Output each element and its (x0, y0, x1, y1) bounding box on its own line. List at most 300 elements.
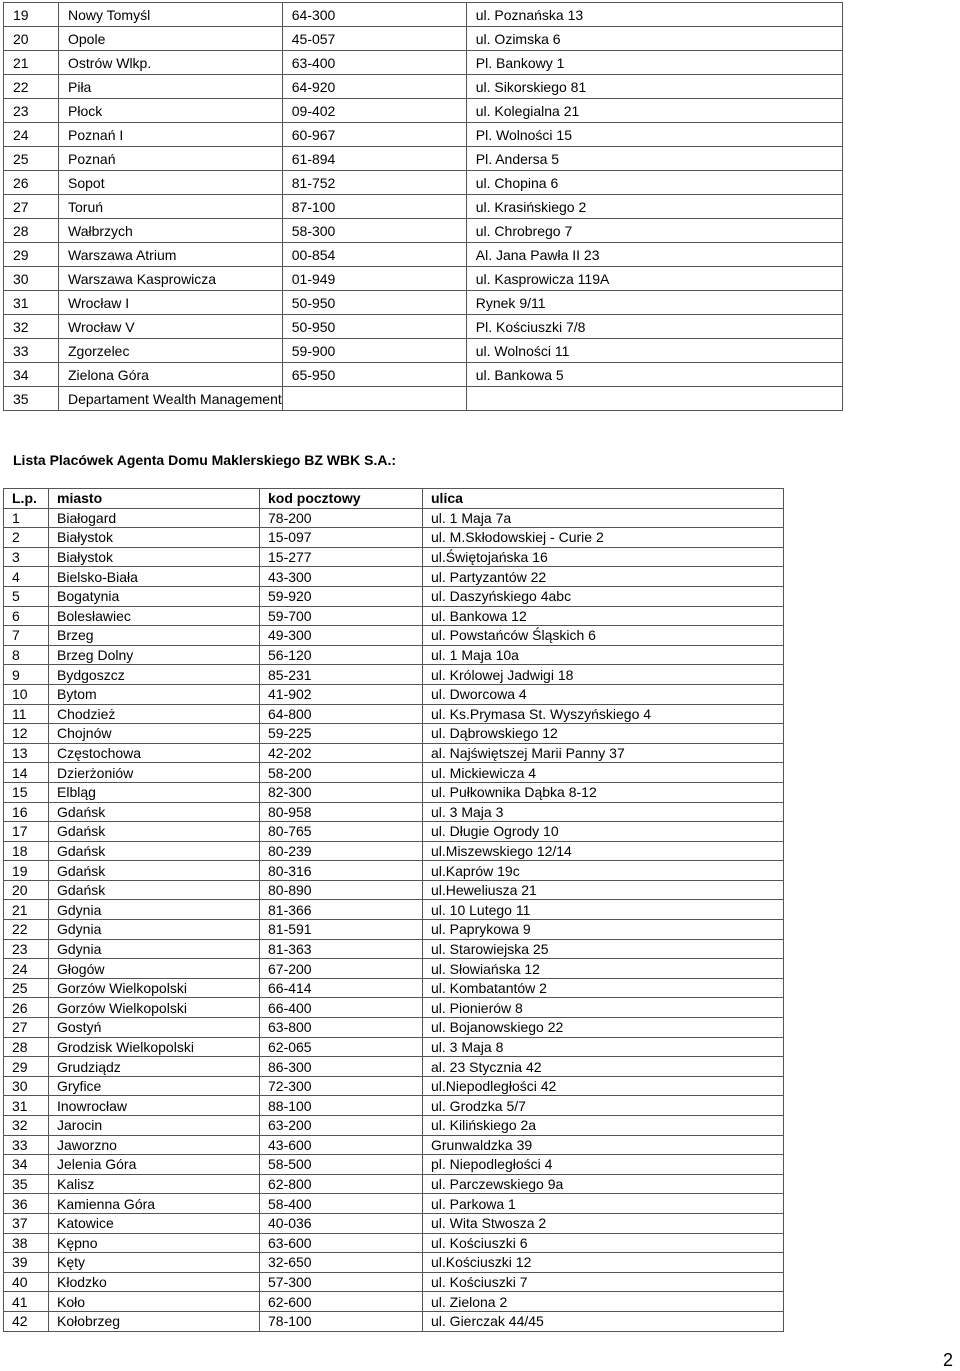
table-row (4, 267, 843, 291)
cell-postal-code: 41-902 (260, 684, 423, 704)
cell-number: 6 (4, 606, 49, 626)
cell-city: Nowy Tomyśl (59, 3, 283, 27)
cell-address: ul.Świętojańska 16 (423, 547, 784, 567)
cell-address: ul. Dworcowa 4 (423, 684, 784, 704)
cell-postal-code: 57-300 (260, 1272, 423, 1292)
cell-address: ul.Heweliusza 21 (423, 880, 784, 900)
cell-city: Kęty (49, 1253, 260, 1273)
cell-number: 21 (4, 51, 59, 75)
cell-number: 42 (4, 1311, 49, 1331)
table-row (4, 841, 784, 861)
cell-number: 13 (4, 743, 49, 763)
cell-postal-code: 78-200 (260, 508, 423, 528)
cell-city: Gdańsk (49, 880, 260, 900)
cell-number: 3 (4, 547, 49, 567)
cell-city: Kłodzko (49, 1272, 260, 1292)
table-row (4, 1076, 784, 1096)
cell-postal-code: 88-100 (260, 1096, 423, 1116)
cell-postal-code: 80-765 (260, 822, 423, 842)
cell-number: 39 (4, 1253, 49, 1273)
cell-postal-code: 63-800 (260, 1018, 423, 1038)
cell-number: 20 (4, 27, 59, 51)
cell-postal-code: 63-600 (260, 1233, 423, 1253)
table-row (4, 243, 843, 267)
cell-address: ul. Długie Ogrody 10 (423, 822, 784, 842)
cell-postal-code: 40-036 (260, 1213, 423, 1233)
cell-city: Katowice (49, 1213, 260, 1233)
cell-address: ul. Królowej Jadwigi 18 (423, 665, 784, 685)
header-lp: L.p. (4, 489, 49, 509)
cell-city: Zgorzelec (59, 339, 283, 363)
cell-postal-code: 59-225 (260, 724, 423, 744)
table-row (4, 547, 784, 567)
cell-city: Jelenia Góra (49, 1155, 260, 1175)
cell-postal-code: 86-300 (260, 1057, 423, 1077)
table-row (4, 861, 784, 881)
cell-number: 38 (4, 1233, 49, 1253)
cell-city: Warszawa Kasprowicza (59, 267, 283, 291)
cell-city: Bolesławiec (49, 606, 260, 626)
cell-postal-code: 82-300 (260, 782, 423, 802)
cell-city: Gryfice (49, 1076, 260, 1096)
cell-city: Kołobrzeg (49, 1311, 260, 1331)
cell-postal-code: 09-402 (282, 99, 466, 123)
cell-postal-code: 80-239 (260, 841, 423, 861)
table-row (4, 684, 784, 704)
cell-postal-code: 80-958 (260, 802, 423, 822)
cell-address: ul. Mickiewicza 4 (423, 763, 784, 783)
cell-number: 37 (4, 1213, 49, 1233)
cell-address: ul. Ks.Prymasa St. Wyszyńskiego 4 (423, 704, 784, 724)
cell-address: Pl. Wolności 15 (466, 123, 842, 147)
cell-address: ul. Grodzka 5/7 (423, 1096, 784, 1116)
table-row (4, 147, 843, 171)
cell-postal-code: 62-800 (260, 1174, 423, 1194)
cell-city: Gostyń (49, 1018, 260, 1038)
table-row (4, 626, 784, 646)
cell-city: Warszawa Atrium (59, 243, 283, 267)
table-row (4, 508, 784, 528)
cell-postal-code: 85-231 (260, 665, 423, 685)
cell-number: 26 (4, 171, 59, 195)
table-header-row (4, 489, 784, 509)
cell-number: 41 (4, 1292, 49, 1312)
cell-postal-code: 58-300 (282, 219, 466, 243)
cell-address: al. Najświętszej Marii Panny 37 (423, 743, 784, 763)
cell-postal-code: 62-600 (260, 1292, 423, 1312)
cell-number: 12 (4, 724, 49, 744)
cell-city: Gorzów Wielkopolski (49, 978, 260, 998)
cell-city: Ostrów Wlkp. (59, 51, 283, 75)
cell-postal-code: 58-200 (260, 763, 423, 783)
cell-city: Grudziądz (49, 1057, 260, 1077)
cell-address: ul. Ozimska 6 (466, 27, 842, 51)
cell-number: 20 (4, 880, 49, 900)
cell-number: 28 (4, 1037, 49, 1057)
cell-address: Grunwaldzka 39 (423, 1135, 784, 1155)
table-row (4, 743, 784, 763)
cell-number: 34 (4, 363, 59, 387)
cell-address: ul. Wita Stwosza 2 (423, 1213, 784, 1233)
cell-address: ul.Kaprów 19c (423, 861, 784, 881)
cell-number: 18 (4, 841, 49, 861)
cell-city: Gdańsk (49, 861, 260, 881)
cell-number: 16 (4, 802, 49, 822)
cell-city: Płock (59, 99, 283, 123)
cell-city: Opole (59, 27, 283, 51)
cell-address: ul. Daszyńskiego 4abc (423, 586, 784, 606)
cell-address: ul. Zielona 2 (423, 1292, 784, 1312)
table-row (4, 1194, 784, 1214)
table-row (4, 1018, 784, 1038)
cell-postal-code: 72-300 (260, 1076, 423, 1096)
cell-city: Gdańsk (49, 822, 260, 842)
cell-number: 4 (4, 567, 49, 587)
table-row (4, 567, 784, 587)
table-row (4, 586, 784, 606)
cell-postal-code: 15-277 (260, 547, 423, 567)
cell-postal-code: 61-894 (282, 147, 466, 171)
cell-postal-code: 42-202 (260, 743, 423, 763)
cell-address: ul. Parczewskiego 9a (423, 1174, 784, 1194)
table-row (4, 291, 843, 315)
cell-address: ul. 10 Lutego 11 (423, 900, 784, 920)
cell-address: Pl. Bankowy 1 (466, 51, 842, 75)
cell-number: 30 (4, 267, 59, 291)
cell-number: 25 (4, 147, 59, 171)
cell-number: 23 (4, 939, 49, 959)
cell-postal-code: 64-300 (282, 3, 466, 27)
cell-number: 24 (4, 959, 49, 979)
table-row (4, 900, 784, 920)
cell-city: Gdynia (49, 900, 260, 920)
cell-city: Toruń (59, 195, 283, 219)
table-row (4, 1057, 784, 1077)
cell-city: Elbląg (49, 782, 260, 802)
cell-number: 8 (4, 645, 49, 665)
cell-postal-code (282, 387, 466, 411)
cell-city: Gdynia (49, 939, 260, 959)
table-row (4, 75, 843, 99)
cell-city: Poznań I (59, 123, 283, 147)
cell-postal-code: 59-700 (260, 606, 423, 626)
cell-number: 32 (4, 1116, 49, 1136)
table-row (4, 339, 843, 363)
cell-postal-code: 56-120 (260, 645, 423, 665)
cell-postal-code: 59-900 (282, 339, 466, 363)
table-row (4, 939, 784, 959)
agent-offices-table (3, 488, 784, 1332)
cell-address: ul. Starowiejska 25 (423, 939, 784, 959)
cell-address: ul. Bojanowskiego 22 (423, 1018, 784, 1038)
cell-address: ul.Niepodległości 42 (423, 1076, 784, 1096)
cell-address: ul. Kolegialna 21 (466, 99, 842, 123)
cell-city: Grodzisk Wielkopolski (49, 1037, 260, 1057)
cell-postal-code: 65-950 (282, 363, 466, 387)
cell-postal-code: 81-591 (260, 920, 423, 940)
cell-postal-code: 00-854 (282, 243, 466, 267)
cell-address: ul. Partyzantów 22 (423, 567, 784, 587)
cell-postal-code: 15-097 (260, 528, 423, 548)
cell-address: ul. Chopina 6 (466, 171, 842, 195)
cell-city: Jarocin (49, 1116, 260, 1136)
table-row (4, 51, 843, 75)
cell-postal-code: 01-949 (282, 267, 466, 291)
cell-city: Bydgoszcz (49, 665, 260, 685)
table-row (4, 1116, 784, 1136)
cell-address: ul. Wolności 11 (466, 339, 842, 363)
cell-number: 31 (4, 291, 59, 315)
cell-address: ul. Pionierów 8 (423, 998, 784, 1018)
cell-address: ul. Kasprowicza 119A (466, 267, 842, 291)
cell-number: 36 (4, 1194, 49, 1214)
page-number: 2 (943, 1350, 954, 1370)
cell-number: 33 (4, 339, 59, 363)
table-row (4, 1272, 784, 1292)
table-row (4, 920, 784, 940)
branches-table (3, 2, 843, 411)
cell-city: Głogów (49, 959, 260, 979)
cell-city: Wrocław V (59, 315, 283, 339)
table-row (4, 978, 784, 998)
cell-address: ul. Kombatantów 2 (423, 978, 784, 998)
cell-city: Inowrocław (49, 1096, 260, 1116)
cell-postal-code: 63-200 (260, 1116, 423, 1136)
cell-address: Al. Jana Pawła II 23 (466, 243, 842, 267)
cell-number: 40 (4, 1272, 49, 1292)
table-row (4, 123, 843, 147)
cell-number: 24 (4, 123, 59, 147)
table-row (4, 998, 784, 1018)
cell-city: Koło (49, 1292, 260, 1312)
table-row (4, 315, 843, 339)
table-row (4, 363, 843, 387)
cell-number: 27 (4, 1018, 49, 1038)
table-row (4, 171, 843, 195)
cell-postal-code: 43-600 (260, 1135, 423, 1155)
cell-city: Białystok (49, 547, 260, 567)
cell-city: Sopot (59, 171, 283, 195)
cell-address: Rynek 9/11 (466, 291, 842, 315)
table-row (4, 704, 784, 724)
cell-postal-code: 49-300 (260, 626, 423, 646)
table-row (4, 1253, 784, 1273)
cell-number: 22 (4, 920, 49, 940)
table-row (4, 1155, 784, 1175)
cell-number: 32 (4, 315, 59, 339)
table-row (4, 3, 843, 27)
table-row (4, 645, 784, 665)
cell-postal-code: 66-414 (260, 978, 423, 998)
cell-address: ul. Paprykowa 9 (423, 920, 784, 940)
cell-city: Bogatynia (49, 586, 260, 606)
table-row (4, 959, 784, 979)
cell-number: 9 (4, 665, 49, 685)
header-postal-code: kod pocztowy (260, 489, 423, 509)
cell-number: 7 (4, 626, 49, 646)
cell-address: ul. 1 Maja 7a (423, 508, 784, 528)
cell-city: Jaworzno (49, 1135, 260, 1155)
table-row (4, 1135, 784, 1155)
cell-postal-code: 58-400 (260, 1194, 423, 1214)
cell-address: ul. Kościuszki 7 (423, 1272, 784, 1292)
cell-city: Kępno (49, 1233, 260, 1253)
cell-address: Pl. Kościuszki 7/8 (466, 315, 842, 339)
cell-city: Kalisz (49, 1174, 260, 1194)
cell-address: ul. Krasińskiego 2 (466, 195, 842, 219)
cell-city: Częstochowa (49, 743, 260, 763)
cell-postal-code: 50-950 (282, 291, 466, 315)
table-row (4, 822, 784, 842)
cell-number: 10 (4, 684, 49, 704)
cell-number: 35 (4, 387, 59, 411)
table-row (4, 1292, 784, 1312)
cell-number: 30 (4, 1076, 49, 1096)
cell-address (466, 387, 842, 411)
agent-list-heading: Lista Placówek Agenta Domu Maklerskiego BZ WBK S.A.: (13, 452, 397, 468)
cell-postal-code: 67-200 (260, 959, 423, 979)
table-row (4, 802, 784, 822)
cell-number: 19 (4, 3, 59, 27)
cell-postal-code: 64-800 (260, 704, 423, 724)
table-row (4, 219, 843, 243)
cell-number: 23 (4, 99, 59, 123)
cell-number: 22 (4, 75, 59, 99)
cell-address: ul. Bankowa 5 (466, 363, 842, 387)
cell-postal-code: 81-752 (282, 171, 466, 195)
cell-city: Wałbrzych (59, 219, 283, 243)
cell-city: Departament Wealth Management (59, 387, 283, 411)
cell-address: ul. M.Skłodowskiej - Curie 2 (423, 528, 784, 548)
table-row (4, 1213, 784, 1233)
cell-postal-code: 45-057 (282, 27, 466, 51)
cell-postal-code: 81-363 (260, 939, 423, 959)
table-row (4, 763, 784, 783)
cell-city: Gdańsk (49, 841, 260, 861)
cell-number: 33 (4, 1135, 49, 1155)
cell-postal-code: 59-920 (260, 586, 423, 606)
cell-city: Chodzież (49, 704, 260, 724)
cell-address: ul. 3 Maja 3 (423, 802, 784, 822)
cell-city: Kamienna Góra (49, 1194, 260, 1214)
cell-postal-code: 60-967 (282, 123, 466, 147)
table-row (4, 606, 784, 626)
cell-postal-code: 81-366 (260, 900, 423, 920)
cell-postal-code: 62-065 (260, 1037, 423, 1057)
cell-address: Pl. Andersa 5 (466, 147, 842, 171)
cell-postal-code: 32-650 (260, 1253, 423, 1273)
cell-city: Bytom (49, 684, 260, 704)
cell-city: Gdańsk (49, 802, 260, 822)
cell-address: ul. Gierczak 44/45 (423, 1311, 784, 1331)
cell-postal-code: 80-316 (260, 861, 423, 881)
cell-city: Brzeg (49, 626, 260, 646)
cell-city: Piła (59, 75, 283, 99)
cell-number: 19 (4, 861, 49, 881)
cell-address: ul. Powstańców Śląskich 6 (423, 626, 784, 646)
cell-number: 21 (4, 900, 49, 920)
cell-address: ul. Poznańska 13 (466, 3, 842, 27)
cell-city: Gdynia (49, 920, 260, 940)
cell-number: 1 (4, 508, 49, 528)
table-row (4, 1233, 784, 1253)
cell-number: 17 (4, 822, 49, 842)
table-row (4, 724, 784, 744)
table-row (4, 27, 843, 51)
table-row (4, 195, 843, 219)
cell-city: Białogard (49, 508, 260, 528)
cell-postal-code: 43-300 (260, 567, 423, 587)
cell-address: ul. Słowiańska 12 (423, 959, 784, 979)
cell-number: 27 (4, 195, 59, 219)
cell-address: al. 23 Stycznia 42 (423, 1057, 784, 1077)
cell-address: ul. Bankowa 12 (423, 606, 784, 626)
cell-address: ul. Dąbrowskiego 12 (423, 724, 784, 744)
cell-number: 14 (4, 763, 49, 783)
cell-number: 26 (4, 998, 49, 1018)
cell-city: Dzierżoniów (49, 763, 260, 783)
table-row (4, 99, 843, 123)
cell-city: Zielona Góra (59, 363, 283, 387)
cell-postal-code: 87-100 (282, 195, 466, 219)
cell-postal-code: 58-500 (260, 1155, 423, 1175)
cell-address: ul. Chrobrego 7 (466, 219, 842, 243)
cell-number: 5 (4, 586, 49, 606)
cell-number: 31 (4, 1096, 49, 1116)
cell-address: ul. 3 Maja 8 (423, 1037, 784, 1057)
header-city: miasto (49, 489, 260, 509)
table-row (4, 528, 784, 548)
cell-address: ul. Sikorskiego 81 (466, 75, 842, 99)
cell-number: 28 (4, 219, 59, 243)
table-row (4, 1037, 784, 1057)
table-row (4, 1096, 784, 1116)
table-row (4, 1311, 784, 1331)
cell-address: ul. Parkowa 1 (423, 1194, 784, 1214)
cell-address: ul. 1 Maja 10a (423, 645, 784, 665)
cell-number: 29 (4, 1057, 49, 1077)
cell-number: 15 (4, 782, 49, 802)
cell-city: Brzeg Dolny (49, 645, 260, 665)
cell-postal-code: 50-950 (282, 315, 466, 339)
cell-city: Białystok (49, 528, 260, 548)
header-street: ulica (423, 489, 784, 509)
cell-number: 29 (4, 243, 59, 267)
cell-address: ul. Kilińskiego 2a (423, 1116, 784, 1136)
cell-address: ul. Pułkownika Dąbka 8-12 (423, 782, 784, 802)
cell-number: 25 (4, 978, 49, 998)
cell-address: pl. Niepodległości 4 (423, 1155, 784, 1175)
cell-number: 2 (4, 528, 49, 548)
cell-city: Chojnów (49, 724, 260, 744)
cell-address: ul.Kościuszki 12 (423, 1253, 784, 1273)
table-row (4, 665, 784, 685)
cell-number: 35 (4, 1174, 49, 1194)
cell-address: ul.Miszewskiego 12/14 (423, 841, 784, 861)
cell-postal-code: 64-920 (282, 75, 466, 99)
cell-postal-code: 66-400 (260, 998, 423, 1018)
cell-number: 34 (4, 1155, 49, 1175)
cell-city: Gorzów Wielkopolski (49, 998, 260, 1018)
table-row (4, 1174, 784, 1194)
cell-postal-code: 78-100 (260, 1311, 423, 1331)
cell-postal-code: 80-890 (260, 880, 423, 900)
table-row (4, 782, 784, 802)
table-row (4, 880, 784, 900)
table-row (4, 387, 843, 411)
cell-postal-code: 63-400 (282, 51, 466, 75)
cell-city: Wrocław I (59, 291, 283, 315)
